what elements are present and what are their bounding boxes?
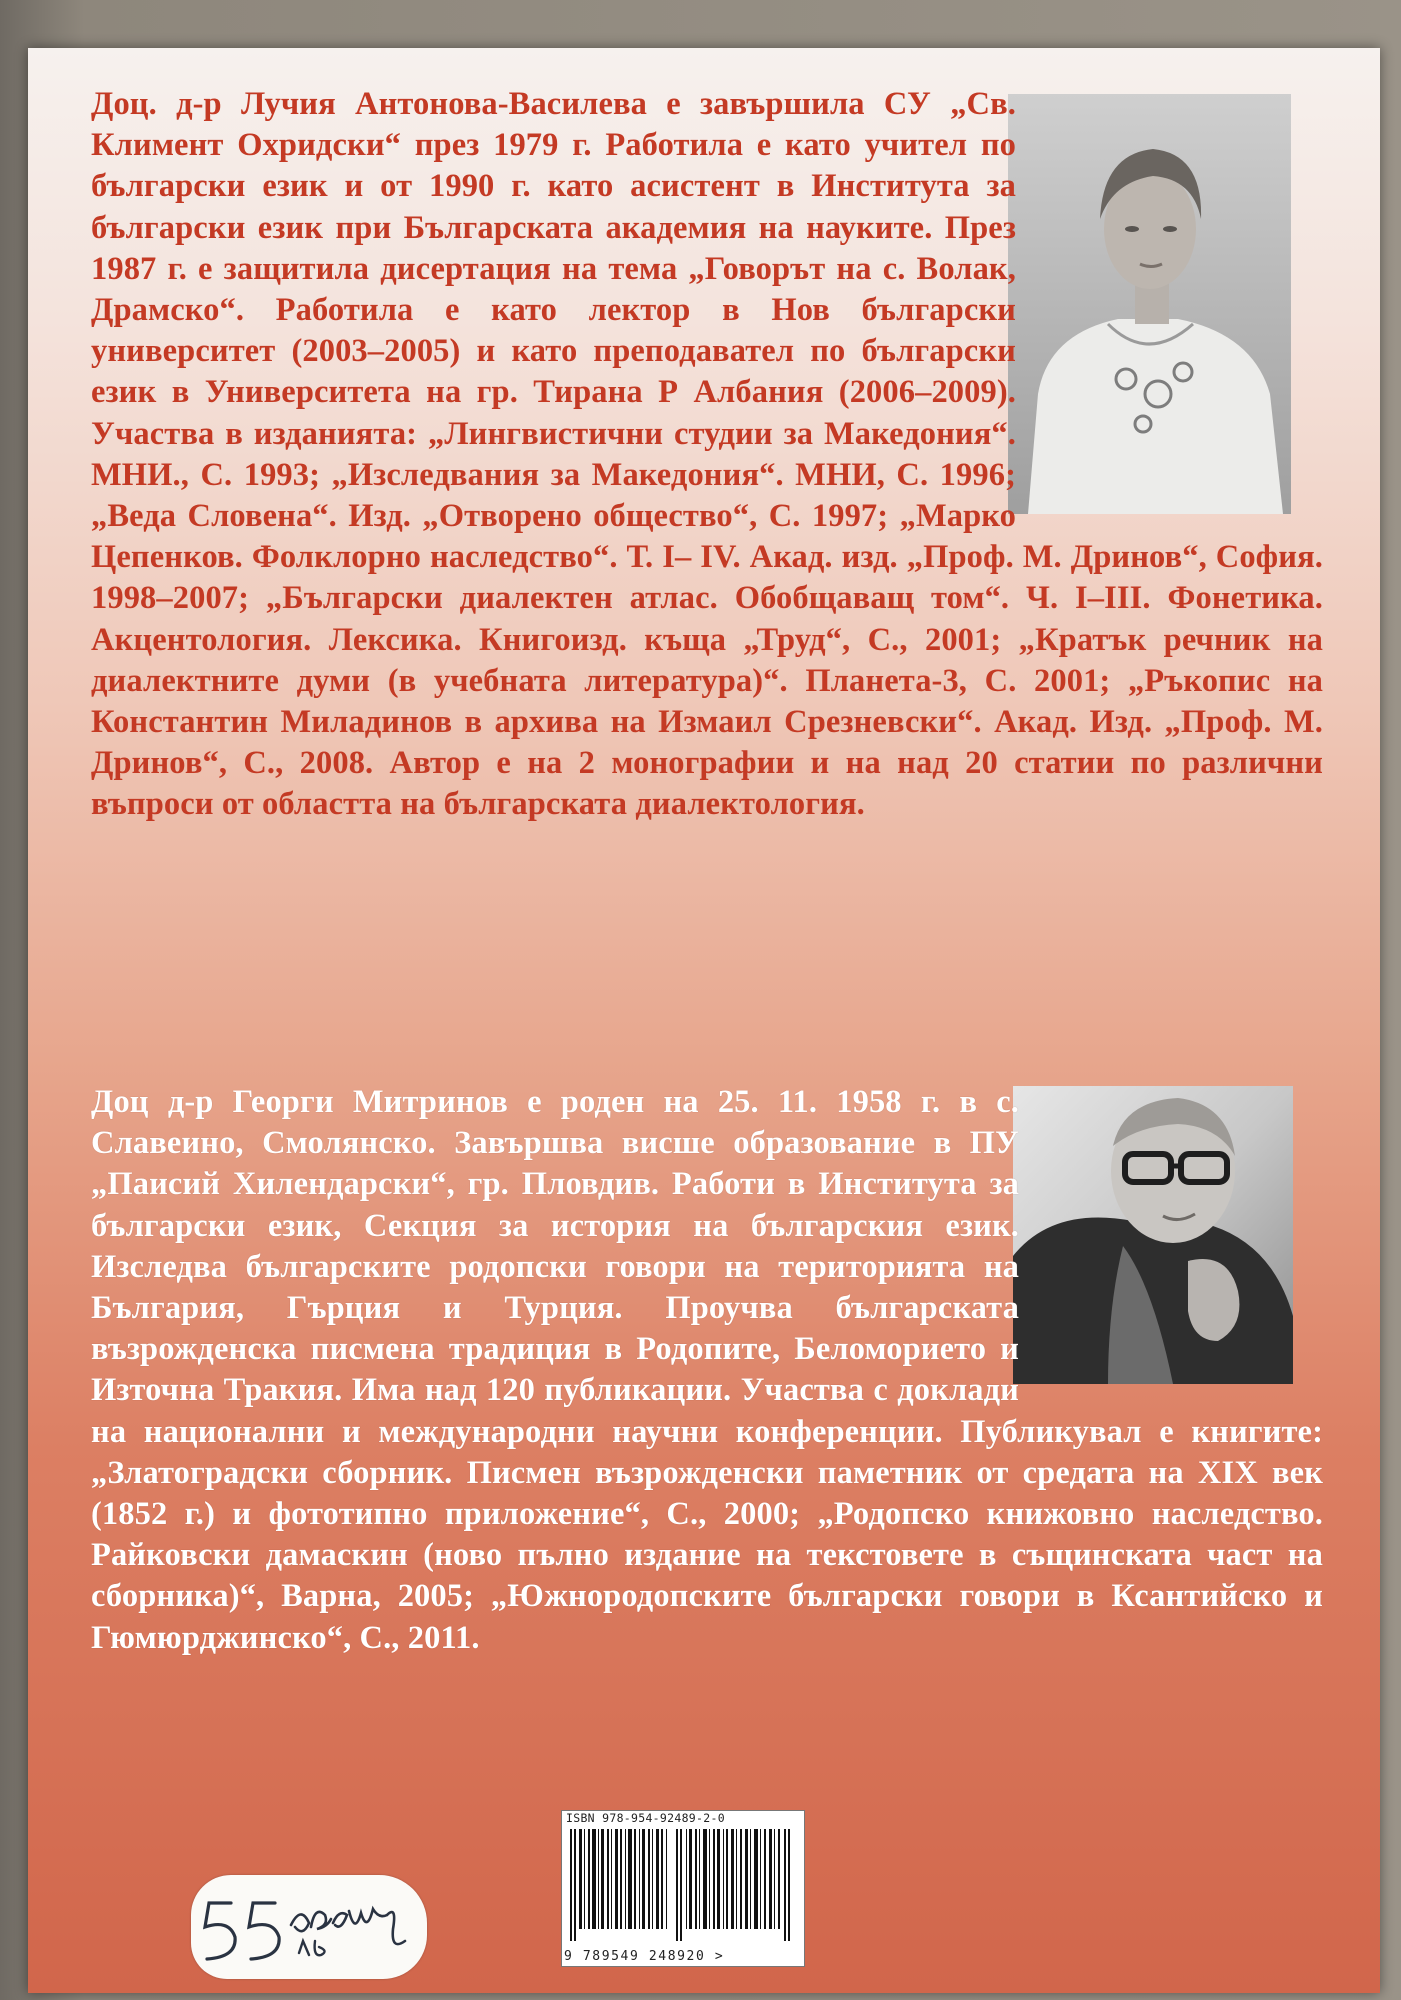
- author1-bio: [91, 84, 1323, 826]
- isbn-barcode: [561, 1810, 805, 1967]
- author2-bio-text: Доц д-р Георги Митринов е роден на 25. 11. 1958 г. в с. Славеино, Смолянско. Завършва висше образование в ПУ „Паисий Хилендарски“, гр. Пловдив. Работи в Института за български език, Секция за история на българския език. Изследва българските родопски говори на територията на България, Гърция и Турция. Проучва българската възрожденска писмена традиция в Родопите, Беломорието и Източна Тракия. Има над 120 публикации. Участва с доклади на национални и международни научни конференции. Публикувал е книгите: „Златоградски сборник. Писмен възрожденски паметник от средата на XIX век (1852 г.) и фототипно приложение“, С., 2000; „Родопско книжовно наследство. Райковски дамаскин (ново пълно издание на текстовете в същинската част на сборника)“, Варна, 2005; „Южнородопските български говори в Ксантийско и Гюмюрджинско“, С., 2011.: [91, 1084, 1323, 1656]
- author1-photo-spacer: [1038, 84, 1323, 516]
- book-back-cover: [28, 48, 1380, 1993]
- isbn-number: ISBN 978-954-92489-2-0: [566, 1811, 725, 1825]
- author2-bio: [91, 1082, 1323, 1659]
- barcode-bars: [570, 1829, 796, 1941]
- author1-bio-text: Доц. д-р Лучия Антонова-Василева е завършила СУ „Св. Климент Охридски“ през 1979 г. Работила е като учител по български език и от 1990 г. като асистент в Института за български език при Българската академия на науките. През 1987 г. е защитила дисертация на тема „Говорът на с. Волак, Драмско“. Работила е като лектор в Нов български университет (2003–2005) и като преподавател по български език в Университета на гр. Тирана Р Албания (2006–2009). Участва в изданията: „Лингвистични студии за Македония“. МНИ., С. 1993; „Изследвания за Македония“. МНИ, С. 1996; „Веда Словена“. Изд. „Отворено общество“, С. 1997; „Марко Цепенков. Фолклорно наследство“. Т. I– IV. Акад. изд. „Проф. М. Дринов“, София. 1998–2007; „Български диалектен атлас. Обобщаващ том“. Ч. I–III. Фонетика. Акцентология. Лексика. Книгоизд. къща „Труд“, С., 2001; „Кратък речник на диалектните думи (в учебната литература)“. Планета-3, С. 2001; „Ръкопис на Константин Миладинов в архива на Измаил Срезневски“. Акад. Изд. „Проф. М. Дринов“, С., 2008. Автор е на 2 монографии и на над 20 статии по различни въпроси от областта на българската диалектология.: [91, 86, 1323, 823]
- price-sticker: [191, 1875, 427, 1979]
- handwritten-price: [191, 1875, 427, 1979]
- author2-photo-spacer: [1041, 1082, 1323, 1384]
- ean-digits: 9 789549 248920 >: [564, 1949, 725, 1964]
